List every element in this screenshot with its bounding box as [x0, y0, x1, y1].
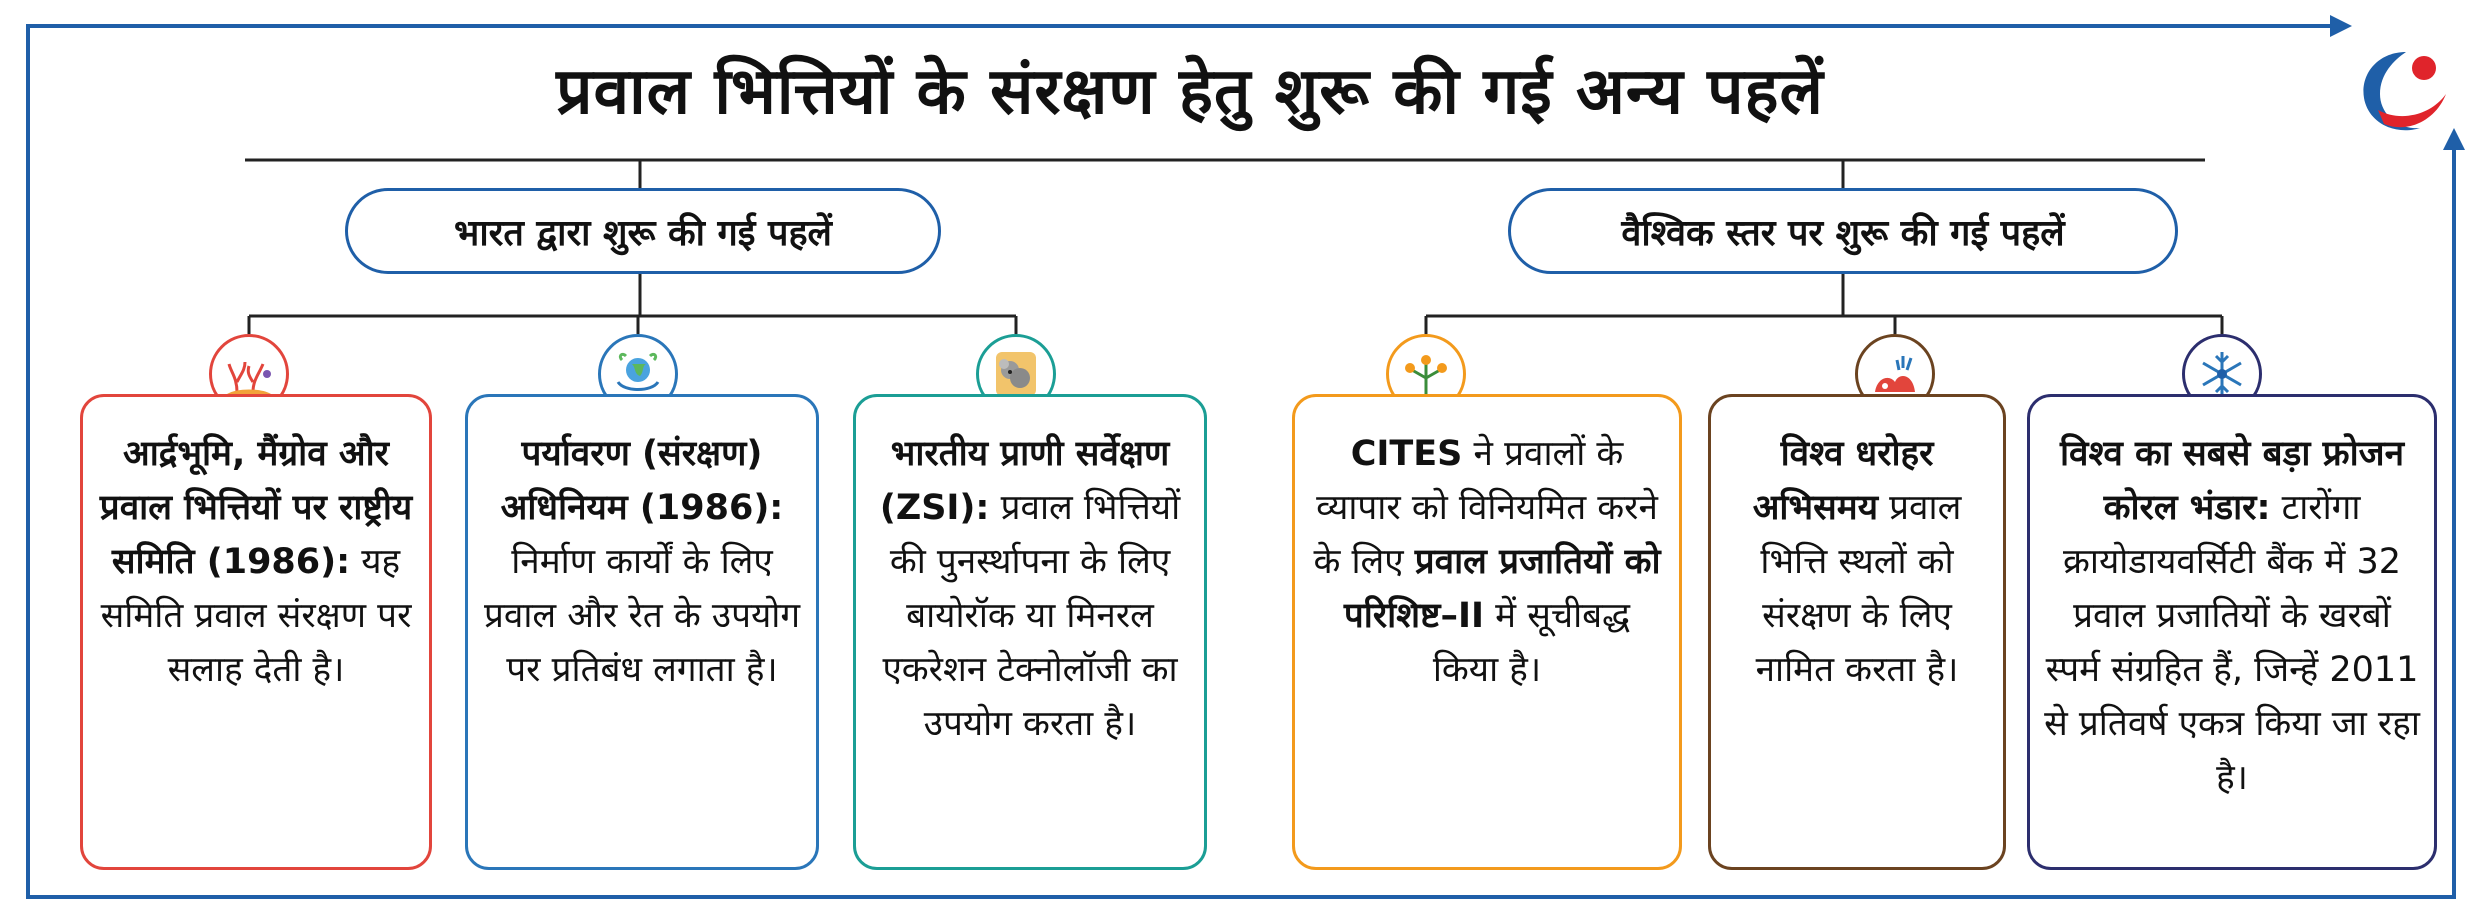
card-zsi [853, 394, 1207, 870]
card-wetland-committee [80, 394, 432, 870]
brand-logo [2348, 38, 2458, 148]
card-frozen-coral-bank [2027, 394, 2437, 870]
card-environment-act [465, 394, 819, 870]
wetland-coral-icon [223, 348, 275, 400]
card-text-2: में सूचीबद्ध किया है। [1432, 596, 1631, 690]
card-text: टारोंगा क्रायोडायवर्सिटी बैंक में 32 प्रवाल प्रजातियों के खरबों स्पर्म संग्रहित हैं, जिन्हें 2011 से प्रतिवर्ष एकत्र किया जा रहा है। [2044, 488, 2420, 798]
card-heading: आर्द्रभूमि, मैंग्रोव और प्रवाल भित्तियों पर राष्ट्रीय समिति (1986): [99, 434, 413, 582]
trade-network-icon [1400, 348, 1452, 400]
card-heading: विश्व का सबसे बड़ा फ्रोजन कोरल भंडार: [2059, 434, 2405, 528]
page-title: प्रवाल भित्तियों के संरक्षण हेतु शुरू की गई अन्य पहलें [556, 55, 1824, 129]
card-heading: पर्यावरण (संरक्षण) अधिनियम (1986): [500, 434, 784, 528]
branch-india-label: भारत द्वारा शुरू की गई पहलें [345, 188, 941, 274]
branch-global-label: वैश्विक स्तर पर शुरू की गई पहलें [1508, 188, 2178, 274]
card-cites [1292, 394, 1682, 870]
card-text: प्रवाल भित्तियों की पुनर्स्थापना के लिए बायोरॉक या मिनरल एकरेशन टेक्नोलॉजी का उपयोग करता है। [882, 488, 1181, 744]
heritage-reef-icon [1869, 348, 1921, 400]
card-text: निर्माण कार्यों के लिए प्रवाल और रेत के उपयोग पर प्रतिबंध लगाता है। [483, 542, 801, 690]
card-text: ने प्रवालों के व्यापार को विनियमित करने के लिए [1313, 434, 1658, 582]
card-heading: विश्व धरोहर अभिसमय [1752, 434, 1934, 528]
environment-globe-icon [612, 348, 664, 400]
card-heading: भारतीय प्राणी सर्वेक्षण (ZSI): [879, 434, 1170, 528]
koala-animal-icon [990, 348, 1042, 400]
card-text: प्रवाल भित्ति स्थलों को संरक्षण के लिए नामित करता है। [1755, 488, 1962, 690]
card-heading: CITES [1350, 434, 1463, 474]
card-world-heritage [1708, 394, 2006, 870]
brand-logo-icon [2348, 38, 2458, 148]
frame-arrow-right-icon [2330, 15, 2352, 37]
card-heading-2: प्रवाल प्रजातियों को परिशिष्ट–II [1343, 542, 1661, 636]
card-text: यह समिति प्रवाल संरक्षण पर सलाह देती है। [100, 542, 412, 690]
snowflake-icon [2196, 348, 2248, 400]
